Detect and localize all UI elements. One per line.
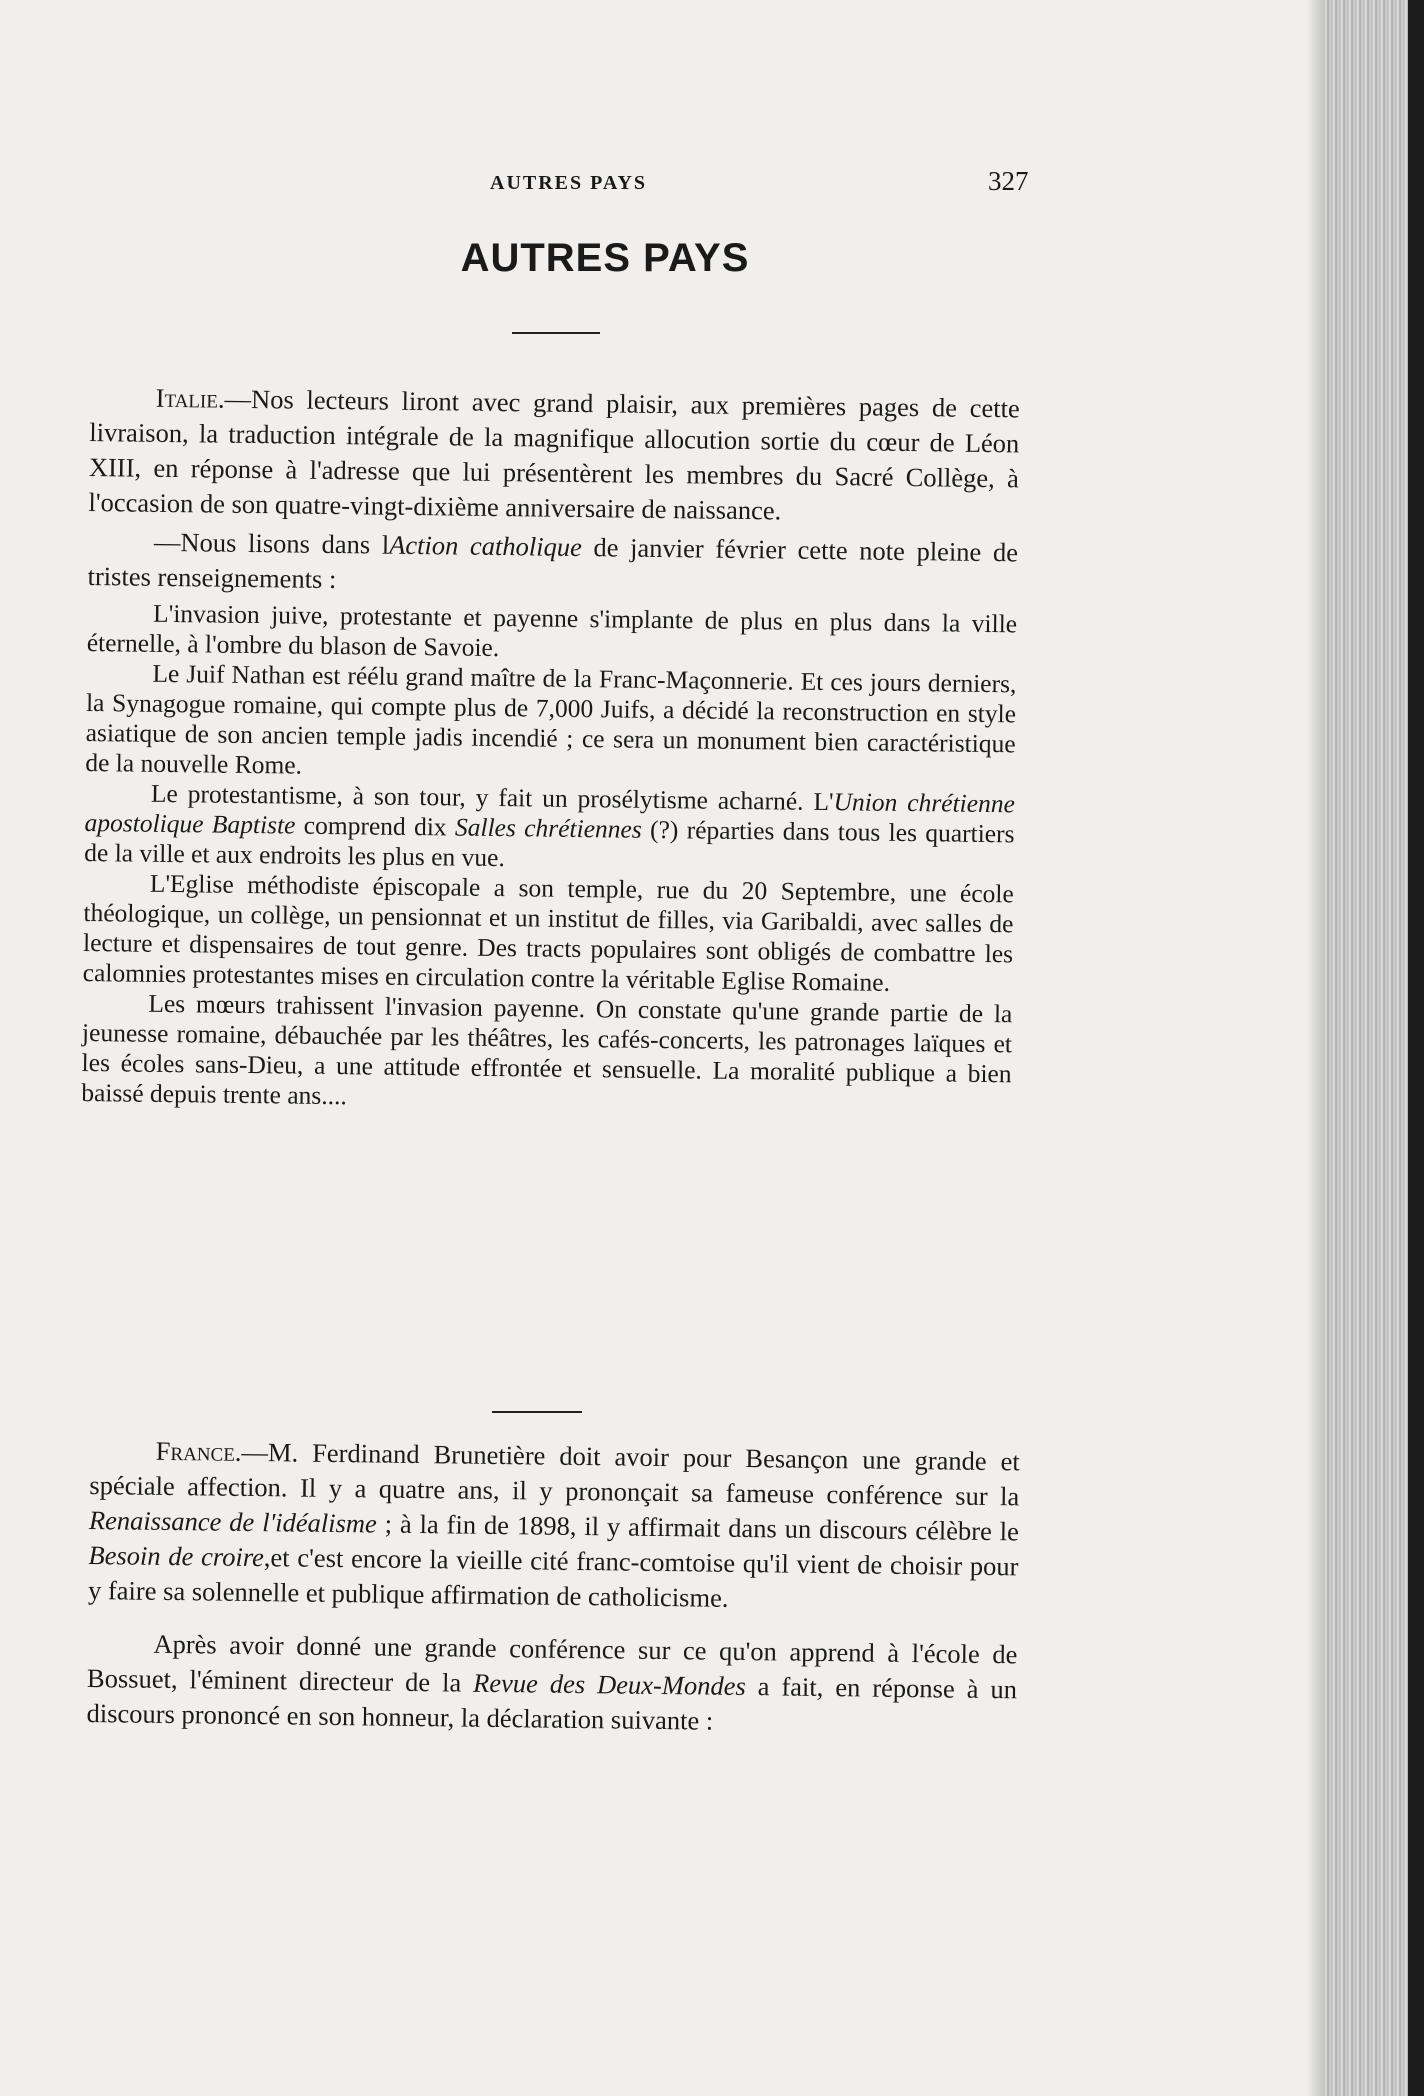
separator-rule: [512, 332, 600, 334]
page-number: 327: [988, 166, 1029, 196]
france-section: [86, 1433, 1020, 1742]
quote-paragraph-2: Le Juif Nathan est réélu grand maître de la Franc-Maçonnerie. Et ces jours derniers, la Synagogue romaine, qui compte plus de 7,000 Juifs, a décidé la reconstruction en style asiatique de son ancien temple jadis incendié ; ce sera un monument bien caractéristique de la nouvelle Rome.: [85, 658, 1017, 780]
running-head-title: AUTRES PAYS: [490, 172, 648, 194]
italie-paragraph-1: Italie.—Nos lecteurs liront avec grand plaisir, aux premières pages de cette livraison, la traduction intégrale de la magnifique allocution sortie du cœur de Léon XIII, en réponse à l'adresse que lui présentèrent les membres du Sacré Collège, à l'occasion de son quatre-vingt-dixième anniversaire de naissance.: [88, 382, 1020, 526]
italie-label: Italie.: [155, 382, 225, 414]
quote-paragraph-1: L'invasion juive, protestante et payenne s'implante de plus en plus dans la ville éternelle, à l'ombre du blason de Savoie.: [86, 598, 1018, 663]
quote-paragraph-3: Le protestantisme, à son tour, y fait un prosélytisme acharné. L'Union chrétienne apostolique Baptiste comprend dix Salles chrétiennes (?) réparties dans tous les quartiers de la ville et aux endroits les plus en vue.: [84, 778, 1016, 873]
section-title: AUTRES PAYS: [460, 236, 750, 280]
france-paragraph-1: France.—M. Ferdinand Brunetière doit avoir pour Besançon une grande et spéciale affection. Il y a quatre ans, il y prononçait sa fameuse conférence sur la Renaissance de l'idéalisme ; à la fin de 1898, il y affirmait dans un discours célèbre le Besoin de croire,et c'est encore la vieille cité franc-comtoise qu'il vient de choisir pour y faire sa solennelle et publique affirmation de catholicisme.: [87, 1435, 1020, 1613]
italie-section: [81, 380, 1020, 1119]
quote-paragraph-5: Les mœurs trahissent l'invasion payenne. On constate qu'une grande partie de la jeunesse romaine, débauchée par les théâtres, les cafés-concerts, les patronages laïques et les écoles sans-Dieu, a une attitude effrontée et sensuelle. La moralité publique a bien baissé depuis trente ans....: [81, 988, 1013, 1111]
separator-rule: [492, 1411, 582, 1413]
page-edges: [1322, 0, 1408, 2096]
france-label: France.: [155, 1435, 242, 1467]
italie-paragraph-2: —Nous lisons dans lAction catholique de janvier février cette note pleine de tristes renseignements :: [87, 526, 1019, 595]
france-paragraph-2: Après avoir donné une grande conférence sur ce qu'on apprend à l'école de Bossuet, l'éminent directeur de la Revue des Deux-Mondes a fait, en réponse à un discours prononcé en son honneur, la déclaration suivante :: [86, 1628, 1018, 1736]
quote-paragraph-4: L'Eglise méthodiste épiscopale a son temple, rue du 20 Septembre, une école théologique, un collège, un pensionnat et un institut de filles, via Garibaldi, avec salles de lecture et dispensaires de tout genre. Des tracts populaires sont obligés de combattre les calomnies protestantes mises en circulation contre la véritable Eglise Romaine.: [82, 868, 1014, 997]
